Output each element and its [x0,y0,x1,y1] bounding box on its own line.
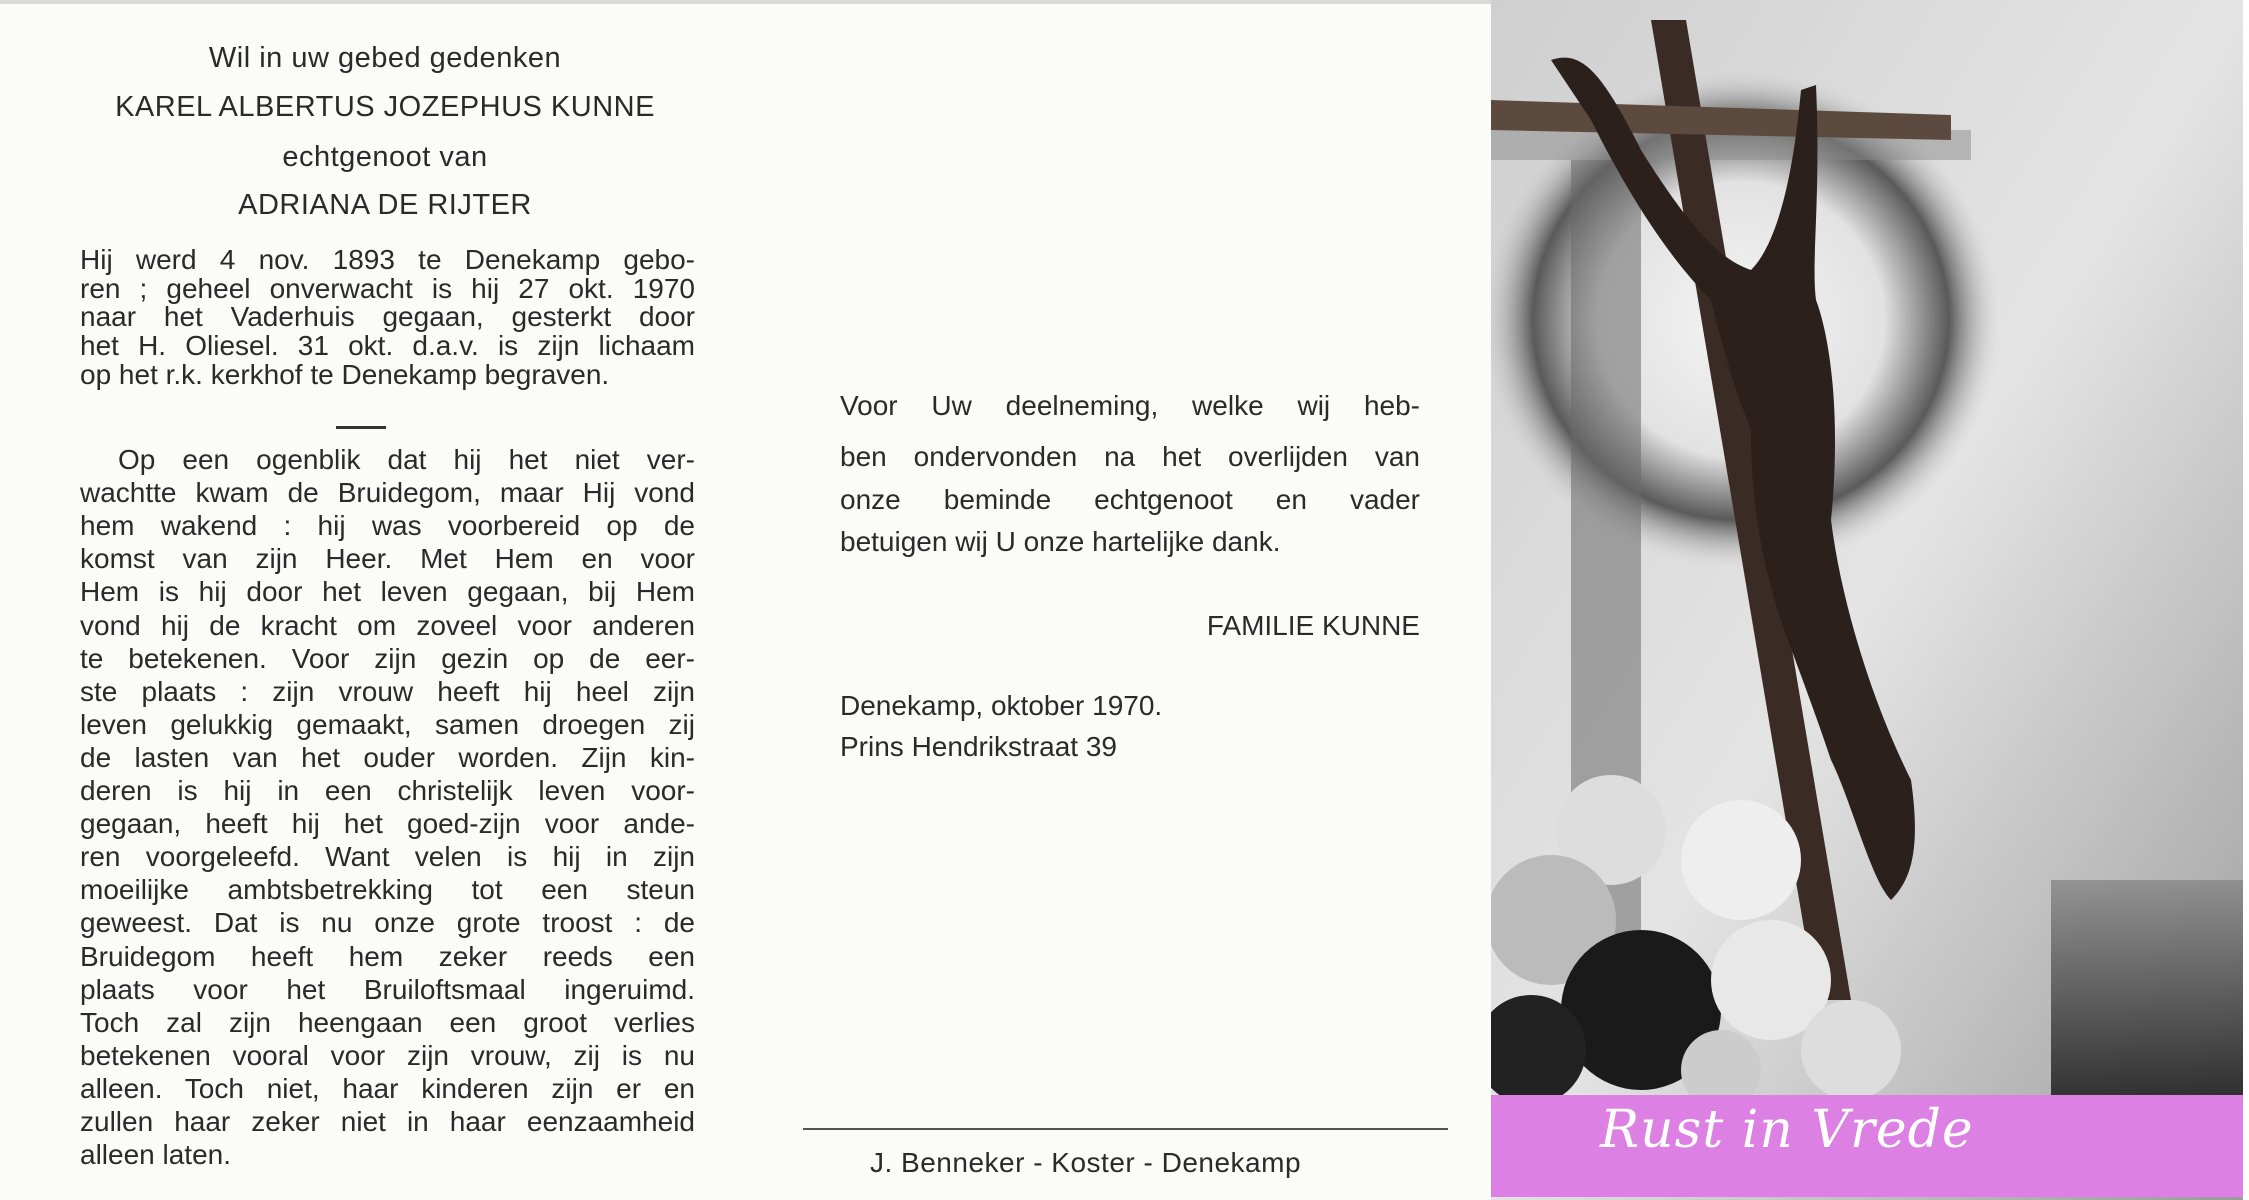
tribute-line: Toch zal zijn heengaan een groot verlies [80,1006,695,1038]
tribute-line: komst van zijn Heer. Met Hem en voor [80,543,695,575]
tribute-line: de lasten van het ouder worden. Zijn kin- [80,741,695,773]
tribute-line: betekenen vooral voor zijn vrouw, zij is nu [80,1039,695,1071]
tribute-line: Hem is hij door het leven gegaan, bij Hem [80,576,695,608]
crucifix-photo [1491,0,2249,1200]
tribute-line: alleen laten. [80,1139,232,1171]
tribute-line: gegaan, heeft hij het goed-zijn voor ande- [80,808,695,840]
spouse-name: ADRIANA DE RIJTER [238,189,532,221]
tribute-line: geweest. Dat is nu onze grote troost : de [80,907,695,939]
place-date: Denekamp, oktober 1970. [840,690,1163,721]
biography-line: op het r.k. kerkhof te Denekamp begraven. [80,358,610,390]
tribute-line: wachtte kwam de Bruidegom, maar Hij vond [80,477,695,509]
tribute-line: vond hij de kracht om zoveel voor anderen [80,609,695,641]
banner-text: Rust in Vrede [1600,1100,1974,1160]
tribute-line: Op een ogenblik dat hij het niet ver- [118,444,695,475]
thanks-line: onze beminde echtgenoot en vader [840,484,1420,515]
footer-rule [803,1128,1448,1130]
thanks-line: ben ondervonden na het overlijden van [840,441,1420,472]
tribute-line: alleen. Toch niet, haar kinderen zijn er en [80,1072,695,1104]
address: Prins Hendrikstraat 39 [840,731,1118,762]
printer-credit: J. Benneker - Koster - Denekamp [870,1147,1302,1178]
thanks-line: betuigen wij U onze hartelijke dank. [840,526,1281,557]
scan-edge [0,0,1491,4]
tribute-line: deren is hij in een christelijk leven voor- [80,775,695,806]
tribute-line: hem wakend : hij was voorbereid op de [80,510,695,542]
tribute-line: te betekenen. Voor zijn gezin op de eer- [80,642,695,674]
tribute-line: ste plaats : zijn vrouw heeft hij heel zijn [80,675,695,707]
deceased-name: KAREL ALBERTUS JOZEPHUS KUNNE [115,91,655,123]
family-signoff: FAMILIE KUNNE [1206,610,1420,641]
biography-line: het H. Oliesel. 31 okt. d.a.v. is zijn lichaam [80,330,695,362]
tribute-line: plaats voor het Bruiloftsmaal ingeruimd. [80,973,695,1005]
tribute-line: leven gelukkig gemaakt, samen droegen zij [80,708,695,740]
biography-line: naar het Vaderhuis gegaan, gesterkt door [80,301,695,333]
thanks-line: Voor Uw deelneming, welke wij heb- [840,390,1420,421]
biography-line: ren ; geheel onverwacht is hij 27 okt. 1970 [80,272,695,304]
tribute-line: moeilijke ambtsbetrekking tot een steun [80,874,695,906]
divider [336,426,386,429]
tribute-line: Bruidegom heeft hem zeker reeds een [80,940,695,972]
prayer-request: Wil in uw gebed gedenken [208,42,562,74]
tribute-line: zullen haar zeker niet in haar eenzaamheid [80,1106,695,1137]
scan-edge-right [2243,0,2249,1200]
spouse-label: echtgenoot van [282,141,488,173]
tribute-line: ren voorgeleefd. Want velen is hij in zijn [80,841,695,873]
biography-line: Hij werd 4 nov. 1893 te Denekamp gebo- [80,244,695,275]
